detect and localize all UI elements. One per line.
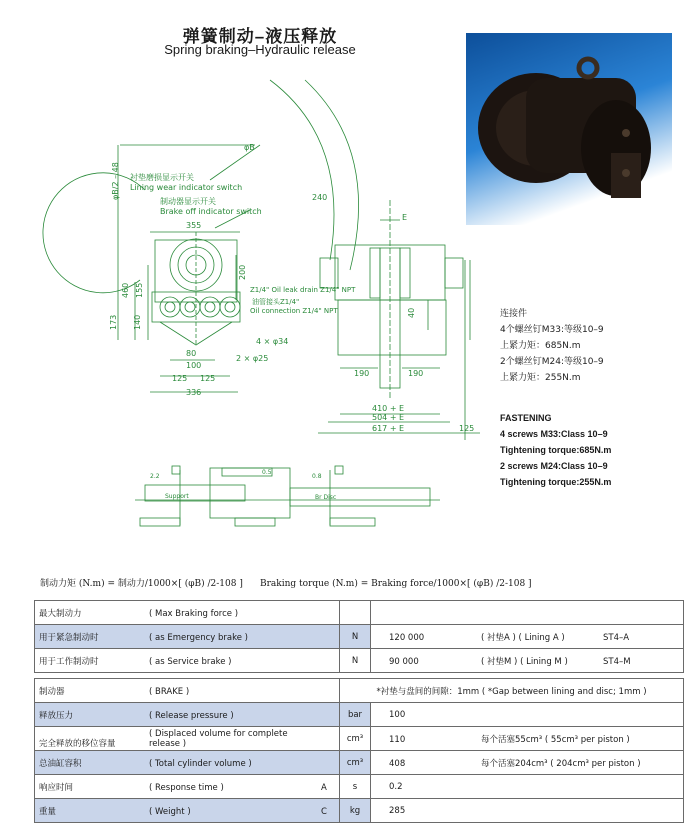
fastening-en-title: FASTENING bbox=[500, 413, 552, 423]
row-label-cn: 用于紧急制动时 bbox=[39, 632, 99, 643]
dim-617: 617 + E bbox=[372, 424, 405, 433]
row-value: 0.2 bbox=[389, 781, 403, 792]
table-row bbox=[35, 799, 684, 823]
fastening-cn-line4: 上紧力矩：255N.m bbox=[500, 373, 581, 383]
row-label-en: ( as Emergency brake ) bbox=[149, 632, 248, 643]
dim-holes-25: 2 × φ25 bbox=[236, 354, 269, 363]
label-brakeoff-en: Brake off indicator switch bbox=[160, 207, 262, 216]
row-code: ST4–M bbox=[603, 656, 631, 667]
row-note: 每个活塞55cm³ ( 55cm³ per piston ) bbox=[481, 734, 630, 745]
dim-holes-34: 4 × φ34 bbox=[256, 337, 289, 346]
dim-155: 155 bbox=[135, 282, 144, 298]
row-label-cn: 最大制动力 bbox=[39, 608, 82, 619]
dim-173: 173 bbox=[109, 314, 118, 330]
dim-40: 40 bbox=[407, 307, 416, 318]
title-chinese: 弹簧制动–液压释放 bbox=[182, 27, 338, 46]
row-unit: cm³ bbox=[340, 727, 371, 751]
row-unit: bar bbox=[340, 703, 371, 727]
label-oil-leak: Z1/4" Oil leak drain Z1/4" NPT bbox=[250, 286, 356, 294]
label-support: Support bbox=[165, 493, 189, 500]
row-label-cn: 制动器 bbox=[39, 686, 65, 697]
fastening-en-line2: Tightening torque:685N.m bbox=[500, 445, 612, 455]
dim-125b: 125 bbox=[200, 374, 216, 383]
dim-504: 504 + E bbox=[372, 413, 405, 422]
dim-80: 80 bbox=[186, 349, 197, 358]
dim-phiB: φB bbox=[244, 143, 255, 152]
dim-125c: 125 bbox=[459, 424, 475, 433]
braking-force-table bbox=[34, 600, 684, 673]
row-unit: N bbox=[340, 649, 371, 673]
row-label-cn: 释放压力 bbox=[39, 710, 74, 721]
row-label-cn: 响应时间 bbox=[39, 782, 74, 793]
row-label-en: ( Total cylinder volume ) bbox=[149, 758, 252, 769]
dim-355: 355 bbox=[186, 221, 202, 230]
row-unit: s bbox=[340, 775, 371, 799]
dim-190b: 190 bbox=[408, 369, 424, 378]
row-lining: ( 衬垫M ) ( Lining M ) bbox=[481, 656, 568, 667]
fastening-en-line4: Tightening torque:255N.m bbox=[500, 477, 612, 487]
row-label-en: ( Max Braking force ) bbox=[149, 608, 239, 619]
table-row bbox=[35, 601, 684, 625]
row-value: 90 000 bbox=[389, 656, 419, 667]
fastening-cn-title: 连接件 bbox=[500, 309, 528, 319]
dim-460: 460 bbox=[121, 282, 130, 298]
row-value: 285 bbox=[389, 805, 406, 816]
row-label-cn: 总油缸容积 bbox=[39, 758, 82, 769]
table-row bbox=[35, 751, 684, 775]
dim-140: 140 bbox=[133, 314, 142, 330]
fastening-cn-line3: 2个螺丝钉M24:等级10–9 bbox=[500, 357, 604, 367]
label-oil-pipe-cn: 油管接头Z1/4" bbox=[252, 298, 300, 306]
row-unit bbox=[340, 601, 371, 625]
row-label-en: ( Response time ) bbox=[149, 782, 224, 793]
dim-125a: 125 bbox=[172, 374, 188, 383]
braking-torque-formula: 制动力矩 (N.m) = 制动力/1000×[ (φB) /2-108 ] Braking torque (N.m) = Braking force/1000×[ (φB) /2-108 ] bbox=[40, 579, 532, 589]
row-label-cn: 完全释放的移位容量 bbox=[39, 738, 116, 749]
dim-phiB2: φB/2 – 48 bbox=[111, 162, 120, 200]
dim-410: 410 + E bbox=[372, 404, 405, 413]
fastening-en-line1: 4 screws M33:Class 10–9 bbox=[500, 429, 608, 439]
row-value: 110 bbox=[389, 734, 406, 745]
row-label-en: ( Release pressure ) bbox=[149, 710, 234, 721]
row-label-en: ( as Service brake ) bbox=[149, 656, 232, 667]
table-row bbox=[35, 703, 684, 727]
row-label-en: ( BRAKE ) bbox=[149, 686, 190, 697]
fastening-en-line3: 2 screws M24:Class 10–9 bbox=[500, 461, 608, 471]
row-label-en: ( Displaced volume for complete release ) bbox=[149, 728, 288, 749]
tol-22: 2.2 bbox=[150, 473, 160, 480]
row-label-cn: 重量 bbox=[39, 806, 57, 817]
title-english: Spring braking–Hydraulic release bbox=[164, 42, 356, 57]
dim-E: E bbox=[402, 213, 408, 222]
table-row bbox=[35, 727, 684, 751]
table-row bbox=[35, 775, 684, 799]
fastening-cn-line1: 4个螺丝钉M33:等级10–9 bbox=[500, 325, 604, 335]
fastening-en bbox=[500, 410, 690, 490]
table-row bbox=[35, 649, 684, 673]
row-code: ST4–A bbox=[603, 632, 630, 643]
dim-100: 100 bbox=[186, 361, 202, 370]
dim-336: 336 bbox=[186, 388, 202, 397]
row-lining: ( 衬垫A ) ( Lining A ) bbox=[481, 632, 565, 643]
dim-200: 200 bbox=[238, 264, 247, 280]
table-row bbox=[35, 625, 684, 649]
row-label-cn: 用于工作制动时 bbox=[39, 656, 99, 667]
dim-190a: 190 bbox=[354, 369, 370, 378]
fastening-cn-line2: 上紧力矩：685N.m bbox=[500, 341, 581, 351]
row-label-en: ( Weight ) bbox=[149, 806, 191, 817]
fastening-cn bbox=[500, 306, 690, 386]
row-value: 120 000 bbox=[389, 632, 425, 643]
row-unit: cm³ bbox=[340, 751, 371, 775]
label-brakeoff-cn: 制动器显示开关 bbox=[160, 197, 216, 206]
row-unit: N bbox=[340, 625, 371, 649]
row-note-span: *衬垫与盘间的间隙：1mm ( *Gap between lining and disc; 1mm ) bbox=[340, 679, 684, 703]
row-mark: C bbox=[321, 806, 327, 817]
row-mark: A bbox=[321, 782, 327, 793]
table-row bbox=[35, 679, 684, 703]
label-lining-cn: 衬垫磨损显示开关 bbox=[130, 173, 194, 182]
row-value: 100 bbox=[389, 709, 406, 720]
dim-240: 240 bbox=[312, 193, 328, 202]
row-value: 408 bbox=[389, 758, 406, 769]
label-disc: Br Disc bbox=[315, 494, 337, 501]
tol-08: 0.8 bbox=[312, 473, 322, 480]
row-note: 每个活塞204cm³ ( 204cm³ per piston ) bbox=[481, 758, 641, 769]
brake-spec-table bbox=[34, 678, 684, 823]
row-unit: kg bbox=[340, 799, 371, 823]
label-lining-en: Lining wear indicator switch bbox=[130, 183, 243, 192]
tol-05: 0.5 bbox=[262, 469, 272, 476]
label-oil-conn: Oil connection Z1/4" NPT bbox=[250, 307, 338, 315]
